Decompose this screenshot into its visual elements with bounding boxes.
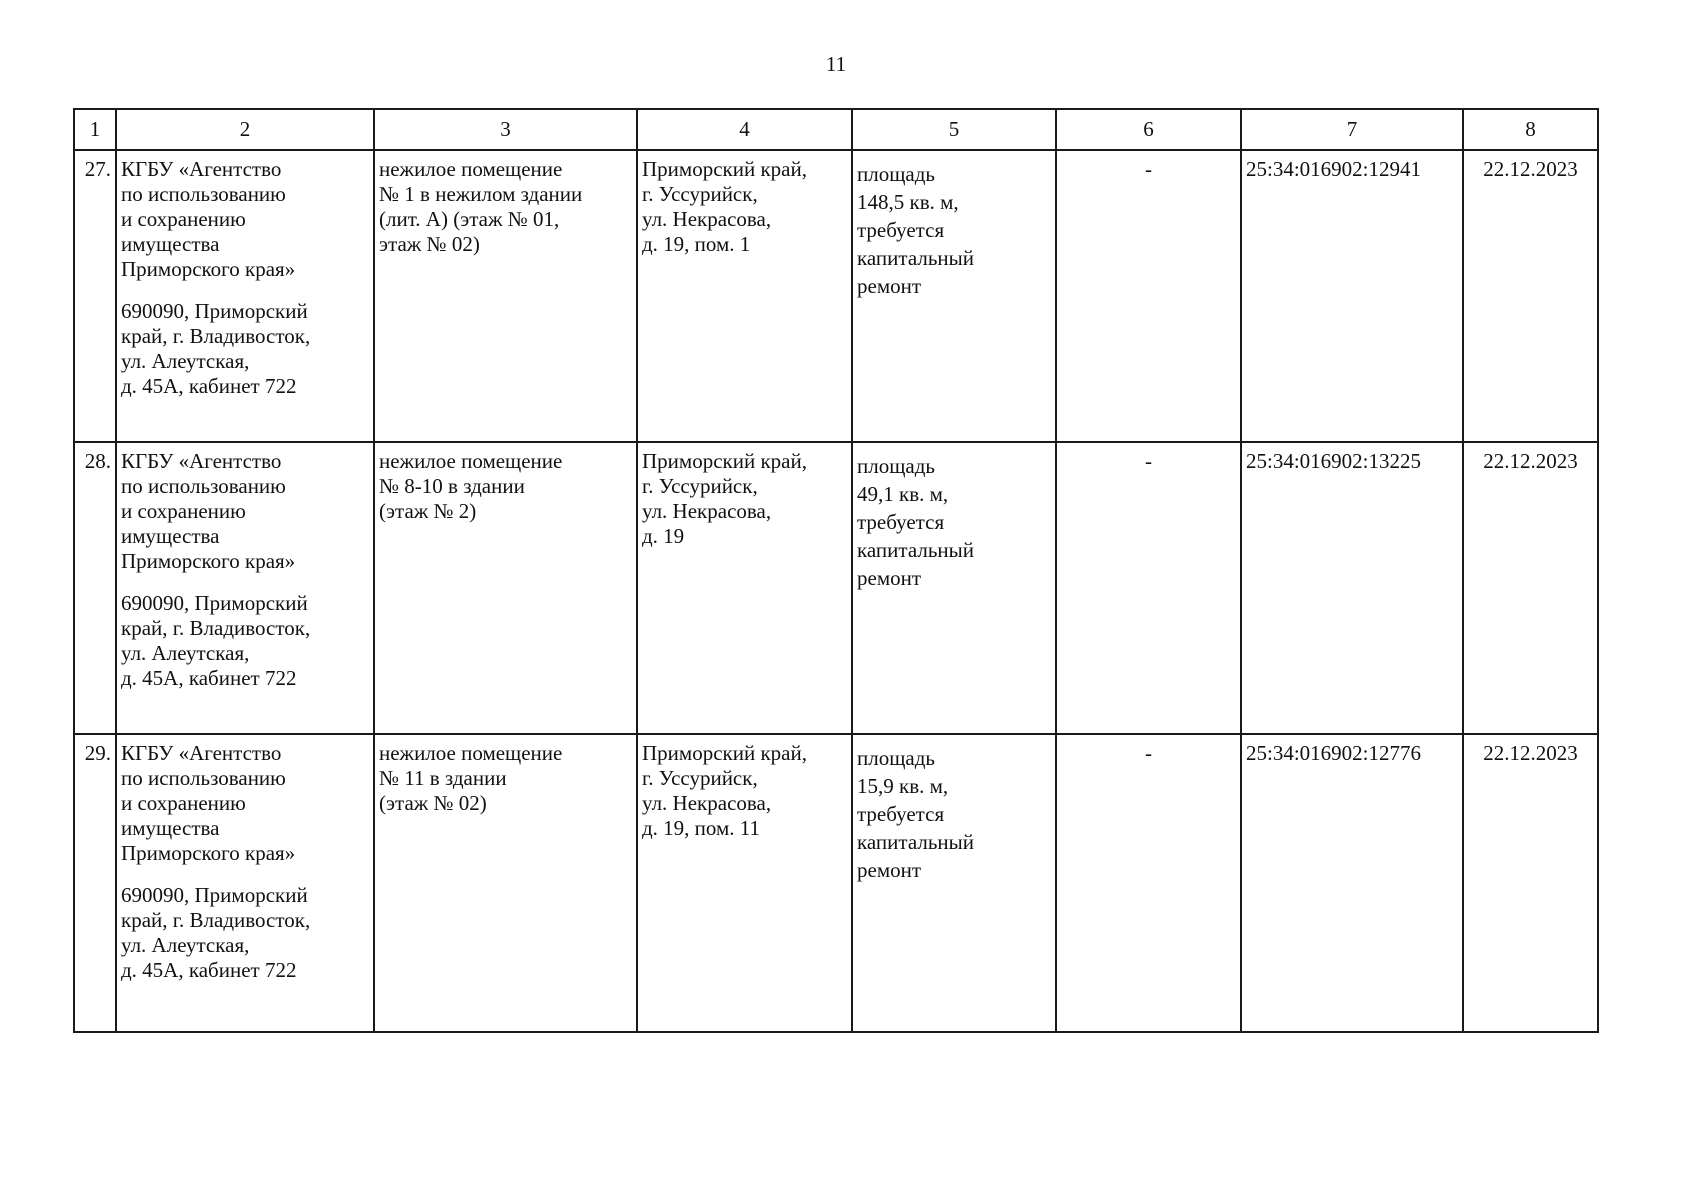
page-number: 11 [825, 52, 847, 76]
row-number: 28. [74, 442, 116, 734]
location-cell [637, 734, 852, 1032]
organization-cell [116, 442, 374, 734]
column-6-cell: - [1056, 150, 1241, 442]
header-cell-7: 7 [1241, 109, 1463, 150]
header-row [74, 109, 1598, 150]
object-cell [374, 150, 637, 442]
characteristics-cell [852, 734, 1056, 1032]
row-number: 29. [74, 734, 116, 1032]
row-number: 27. [74, 150, 116, 442]
organization-name: КГБУ «Агентство по использованию и сохранению имущества Приморского края» [121, 741, 296, 865]
header-cell-5: 5 [852, 109, 1056, 150]
cadastral-number-cell: 25:34:016902:12941 [1241, 150, 1463, 442]
header-cell-3: 3 [374, 109, 637, 150]
header-cell-6: 6 [1056, 109, 1241, 150]
column-6-cell: - [1056, 442, 1241, 734]
header-cell-1: 1 [74, 109, 116, 150]
characteristics-cell [852, 150, 1056, 442]
header-cell-2: 2 [116, 109, 374, 150]
date-cell: 22.12.2023 [1463, 734, 1598, 1032]
object-location: Приморский край, г. Уссурийск, ул. Некрасова, д. 19 [642, 449, 807, 548]
header-cell-4: 4 [637, 109, 852, 150]
characteristics-cell [852, 442, 1056, 734]
object-description: нежилое помещение № 11 в здании (этаж № 02) [379, 741, 563, 815]
object-location: Приморский край, г. Уссурийск, ул. Некрасова, д. 19, пом. 11 [642, 741, 807, 840]
property-registry-table [73, 108, 1599, 1033]
object-characteristics: площадь 148,5 кв. м, требуется капитальный ремонт [857, 162, 974, 298]
header-cell-8: 8 [1463, 109, 1598, 150]
table-row [74, 734, 1598, 1032]
date-cell: 22.12.2023 [1463, 150, 1598, 442]
date-cell: 22.12.2023 [1463, 442, 1598, 734]
object-location: Приморский край, г. Уссурийск, ул. Некрасова, д. 19, пом. 1 [642, 157, 807, 256]
object-description: нежилое помещение № 1 в нежилом здании (лит. А) (этаж № 01, этаж № 02) [379, 157, 583, 256]
organization-name: КГБУ «Агентство по использованию и сохранению имущества Приморского края» [121, 157, 296, 281]
table-row [74, 150, 1598, 442]
location-cell [637, 150, 852, 442]
object-description: нежилое помещение № 8-10 в здании (этаж № 2) [379, 449, 563, 523]
organization-cell [116, 150, 374, 442]
object-cell [374, 442, 637, 734]
organization-address: 690090, Приморский край, г. Владивосток, ул. Алеутская, д. 45А, кабинет 722 [121, 299, 311, 398]
organization-address: 690090, Приморский край, г. Владивосток, ул. Алеутская, д. 45А, кабинет 722 [121, 883, 311, 982]
object-cell [374, 734, 637, 1032]
object-characteristics: площадь 15,9 кв. м, требуется капитальный ремонт [857, 746, 974, 882]
location-cell [637, 442, 852, 734]
organization-address: 690090, Приморский край, г. Владивосток, ул. Алеутская, д. 45А, кабинет 722 [121, 591, 311, 690]
column-6-cell: - [1056, 734, 1241, 1032]
cadastral-number-cell: 25:34:016902:12776 [1241, 734, 1463, 1032]
table-row [74, 442, 1598, 734]
organization-cell [116, 734, 374, 1032]
organization-name: КГБУ «Агентство по использованию и сохранению имущества Приморского края» [121, 449, 296, 573]
object-characteristics: площадь 49,1 кв. м, требуется капитальный ремонт [857, 454, 974, 590]
cadastral-number-cell: 25:34:016902:13225 [1241, 442, 1463, 734]
